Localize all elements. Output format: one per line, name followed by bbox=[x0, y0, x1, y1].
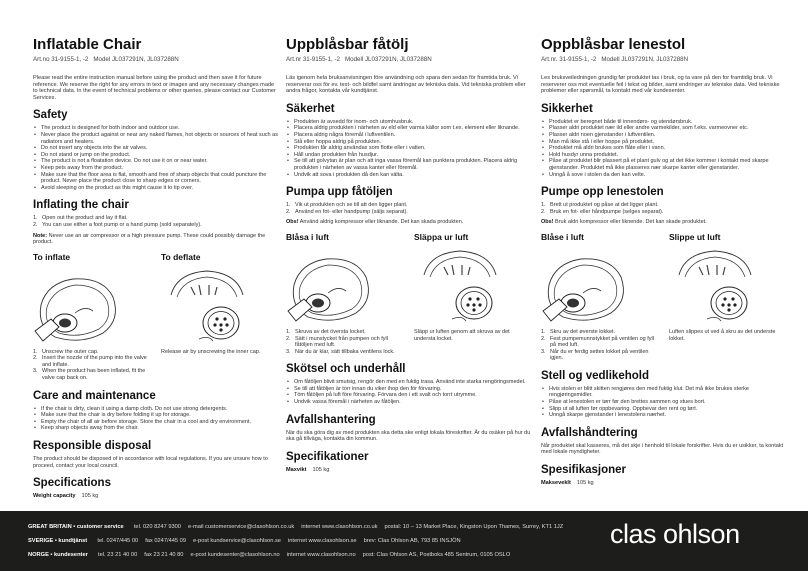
safety-list bbox=[541, 119, 787, 178]
list-item: 2. Insert the nozzle of the pump into the valve and inflate. bbox=[33, 355, 147, 368]
list-item: 1. Open out the product and lay it flat. bbox=[33, 215, 128, 222]
list-item: • The product is designed for both indoor and outdoor use. bbox=[33, 125, 279, 132]
list-item: 2. You can use either a foot pump or a hand pump (sold separately). bbox=[33, 221, 202, 228]
list-item: 2. Fest pumpemunnstykket på ventilen og fyll på med luft. bbox=[541, 335, 654, 349]
list-item: • Se till att golvytan är plan och att inga vassa föremål kan punktera produkten. Placera aldrig produkten i närheten av vassa kanter eller föremål. bbox=[286, 158, 532, 171]
list-item: • Produktet må aldri brukes som flåte eller i vann. bbox=[541, 145, 787, 152]
figure-inflate bbox=[541, 232, 659, 362]
list-item: • Placera aldrig några föremål i luftventilen. bbox=[286, 132, 532, 139]
inflate-list bbox=[33, 215, 279, 228]
intro-text: Läs igenom hela bruksanvisningen före användning och spara den sedan för framtida bruk. Vi reserverar oss för ev. text- och bildfel samt ändringar av tekniska data. Vid tekniska problem eller andra frågor, kontakta vår kundtjänst. bbox=[286, 75, 526, 95]
deflate-valve-illustration bbox=[161, 265, 251, 347]
list-item: • Produkten får aldrig användas som flotte eller i vatten. bbox=[286, 145, 532, 152]
list-item: • Unngå skarpe gjenstander i lenestolens nærhet. bbox=[541, 412, 787, 419]
article-number bbox=[286, 56, 532, 63]
note-text: Obs! Använd aldrig kompressor eller liknande. Det kan skada produkten. bbox=[286, 219, 464, 226]
list-item: 1. Unscrew the outer cap. bbox=[33, 348, 99, 355]
list-item: • Never place the product against or near any naked flames, hot objects or sources of heat such as radiators and heaters. bbox=[33, 132, 279, 145]
care-list bbox=[33, 406, 279, 432]
model-no: Modell JL037291N, JL037288N bbox=[345, 56, 432, 63]
safety-heading: Säkerhet bbox=[286, 102, 335, 115]
safety-list bbox=[33, 125, 279, 191]
column-swedish bbox=[286, 36, 532, 473]
article-number bbox=[541, 56, 787, 63]
figure-caption: Release air by unscrewing the inner cap. bbox=[161, 348, 261, 355]
brand-logo: clas ohlson bbox=[610, 519, 740, 549]
note-text: Note: Never use an air compressor or a high pressure pump. These could possibly damage the product. bbox=[33, 232, 266, 246]
disposal-heading: Avfallshantering bbox=[286, 413, 376, 426]
disposal-heading: Avfallshåndtering bbox=[541, 426, 638, 439]
note-text: Obs! Bruk aldri kompressor eller liknende. Det kan skade produktet. bbox=[541, 219, 707, 226]
figure-title: Blåsa i luft bbox=[286, 231, 329, 242]
list-item: 1. Brett ut produktet og påse at det ligger plant. bbox=[541, 202, 659, 209]
disposal-heading: Responsible disposal bbox=[33, 440, 152, 453]
spec-heading: Specifications bbox=[33, 477, 111, 490]
list-item: • If the chair is dirty, clean it using a damp cloth. Do not use strong detergents. bbox=[33, 406, 279, 413]
figure-deflate bbox=[161, 252, 279, 382]
care-list bbox=[286, 379, 532, 405]
inflate-valve-illustration bbox=[33, 265, 123, 347]
inflate-valve-illustration bbox=[541, 245, 631, 327]
footer-row-se: SVERIGE • kundtjänst tel. 0247/445 00 fax 0247/445 09 e-post kundservice@clasohlson.se internet www.clasohlson.se brev: Clas Ohlson AB, 793 85 INSJÖN bbox=[28, 538, 461, 544]
spec-heading: Spesifikasjoner bbox=[541, 464, 627, 477]
list-item: • Produktet er beregnet både til innendørs- og utendørsbruk. bbox=[541, 119, 787, 126]
figure-row bbox=[286, 232, 532, 355]
list-item: 1. Skruva av det översta locket. bbox=[286, 328, 366, 335]
figure-row bbox=[33, 252, 279, 382]
column-norwegian bbox=[541, 36, 787, 486]
figure-title: Släppa ur luft bbox=[414, 231, 469, 242]
list-item: • Om fåtöljen blivit smutsig, rengör den med en fuktig trasa. Använd inte starka rengöringsmedel. bbox=[286, 379, 532, 386]
figure-title: To deflate bbox=[161, 251, 201, 262]
spec-heading: Specifikationer bbox=[286, 450, 369, 463]
list-item: • Håll undan produkten från husdjur. bbox=[286, 152, 532, 159]
list-item: • Undvik vassa föremål i närheten av fåtöljen. bbox=[286, 399, 532, 406]
spec-row: Weight capacity 105 kg bbox=[33, 493, 99, 500]
figure-caption: Släpp ur luften genom att skruva av det understa locket. bbox=[414, 328, 510, 342]
footer bbox=[0, 511, 808, 571]
art-no: Art.nr. 31-9155-1, -2 bbox=[541, 56, 597, 63]
page-title: Uppblåsbar fåtölj bbox=[286, 36, 409, 53]
list-item: 3. När du är klar, sätt tillbaka ventilens lock. bbox=[286, 348, 395, 355]
inflate-heading: Pumpe opp lenestolen bbox=[541, 186, 664, 199]
list-item: 3. Når du er ferdig settes lokket på ventilen igjen. bbox=[541, 348, 649, 362]
list-item: • Plasser aldri produktet nær ild eller andre varmekilder, som f.eks. varmeovner etc. bbox=[541, 125, 787, 132]
list-item: • Plasser aldri noen gjenstander i luftventilen. bbox=[541, 132, 787, 139]
intro-text: Les bruksveiledningen grundig før produktet tas i bruk, og ta vare på den for framtidig bruk. Vi reserverer oss mot eventuelle feil i tekst og bilder, samt endringer av tekniske data. Ved tekniske problemer eller spørsmål, ta kontakt med vår kundesenter. bbox=[541, 75, 780, 95]
list-item: 2. Använd en fot- eller handpump (säljs separat). bbox=[286, 208, 408, 215]
page-title: Inflatable Chair bbox=[33, 36, 142, 53]
spec-row: Makseveklt 105 kg bbox=[541, 480, 594, 487]
deflate-valve-illustration bbox=[669, 245, 759, 327]
article-number bbox=[33, 56, 279, 63]
figure-title: Blåse i luft bbox=[541, 231, 584, 242]
care-heading: Stell og vedlikehold bbox=[541, 369, 649, 382]
model-no: Modell JL037291N, JL037288N bbox=[601, 56, 689, 63]
care-heading: Skötsel och underhåll bbox=[286, 363, 406, 376]
art-no: Art.nr 31-9155-1, -2 bbox=[286, 56, 340, 63]
list-item: 3. When the product has been inflated, fit the valve cap back on. bbox=[33, 368, 146, 382]
list-item: • Make sure that the floor area is flat, smooth and free of sharp objects that could puncture the product. Never place the product close to sharp edges or corners. bbox=[33, 172, 279, 185]
list-item: • Påse at produktet blir plassert på et plant gulv og at det ikke kommer i kontakt med skarpe gjenstander. Produktet må ikke plasseres nær skarpe kanter eller gjenstander. bbox=[541, 158, 787, 171]
list-item: 1. Vik ut produkten och se till att den ligger plant. bbox=[286, 202, 408, 209]
list-item: • Unngå å sove i stolen da den kan velte. bbox=[541, 172, 787, 179]
list-item: • The product is not a floatation device. Do not use it on or near water. bbox=[33, 158, 279, 165]
list-item: • Stå eller hoppa aldrig på produkten. bbox=[286, 139, 532, 146]
intro-text: Please read the entire instruction manual before using the product and then save it for future reference. We reserve the right for any errors in text or images and any necessary changes made to technical data. In the event of technical problems or other queries, please contact our Customer Services. bbox=[33, 75, 276, 101]
list-item: • Do not insert any objects into the air valves. bbox=[33, 145, 279, 152]
inflate-heading: Pumpa upp fåtöljen bbox=[286, 186, 393, 199]
safety-heading: Safety bbox=[33, 109, 68, 122]
spec-row: Maxvikt 105 kg bbox=[286, 466, 330, 473]
page-title: Oppblåsbar lenestol bbox=[541, 36, 686, 53]
figure-inflate bbox=[33, 252, 151, 382]
figure-title: To inflate bbox=[33, 251, 71, 262]
list-item: 2. Bruk en fot- eller håndpumpe (selges separat). bbox=[541, 208, 664, 215]
list-item: • Make sure that the chair is dry before folding it up for storage. bbox=[33, 412, 279, 419]
care-heading: Care and maintenance bbox=[33, 389, 156, 402]
list-item: • Hvis stolen er blitt skitten rengjøres den med fuktig klut. Det må ikke brukes sterke rengjøringsmidler. bbox=[541, 386, 787, 399]
column-english bbox=[33, 36, 279, 499]
list-item: • Man må ikke stå i eller hoppe på produktet. bbox=[541, 139, 787, 146]
figure-caption: Luften slippes ut ved å skru av det underste lokket. bbox=[669, 328, 776, 342]
figure-inflate bbox=[286, 232, 404, 355]
disposal-text: The product should be disposed of in accordance with local regulations. If you are unsure how to proceed, contact your local council. bbox=[33, 456, 268, 469]
care-list bbox=[541, 386, 787, 419]
list-item: • Töm fåtöljen på luft före förvaring. Förvara den i ett svalt och torrt utrymme. bbox=[286, 392, 532, 399]
list-item: • Keep pets away from the product. bbox=[33, 165, 279, 172]
model-no: Model JL037291N, JL037288N bbox=[93, 56, 179, 63]
inflate-list bbox=[541, 202, 787, 215]
list-item: • Slipp ut all luften før oppbevaring. Oppbevar den rent og tørt. bbox=[541, 406, 787, 413]
list-item: • Produkten är avsedd för inom- och utomhusbruk. bbox=[286, 119, 532, 126]
list-item: 1. Skru av det øverste lokket. bbox=[541, 328, 616, 335]
footer-row-no: NORGE • kundesenter tel. 23 21 40 00 fax 23 21 40 80 e-post kundesenter@clasohlson.no internet www.clasohlson.no post: Clas Ohlson AS, Postboks 485 Sentrum, 0105 OSLO bbox=[28, 552, 511, 558]
list-item: • Påse at lenestolen er tørr før den brettes sammen og stues bort. bbox=[541, 399, 787, 406]
list-item: • Undvik att sova i produkten då den kan välta. bbox=[286, 172, 532, 179]
list-item: • Avoid sleeping on the product as this might cause it to tip over. bbox=[33, 185, 279, 192]
figure-deflate bbox=[669, 232, 787, 362]
list-item: 2. Sätt i munstycket från pumpen och fyll fåtöljen med luft. bbox=[286, 335, 388, 349]
footer-row-gb: GREAT BRITAIN • customer service tel. 020 8247 9300 e-mail customerservice@clasohlson.co.uk internet www.clasohlson.co.uk postal: 10 – 13 Market Place, Kingston Upon Thames, Surrey, KT1 1JZ bbox=[28, 524, 564, 530]
list-item: • Se till att fåtöljen är torr innan du viker ihop den för förvaring. bbox=[286, 386, 532, 393]
figure-row bbox=[541, 232, 787, 362]
list-item: • Placera aldrig produkten i närheten av eld eller varma källor som t.ex. element eller liknande. bbox=[286, 125, 532, 132]
safety-heading: Sikkerhet bbox=[541, 102, 593, 115]
inflate-heading: Inflating the chair bbox=[33, 199, 129, 212]
list-item: • Do not stand or jump on the product. bbox=[33, 152, 279, 159]
disposal-text: När du ska göra dig av med produkten ska detta ske enligt lokala föreskrifter. Är du osäker på hur du ska gå tillväga, kontakta din kommun. bbox=[286, 429, 531, 443]
disposal-text: Når produktet skal kasseres, må det skje i henhold til lokale forskrifter. Hvis du er usikker, ta kontakt med lokale myndigheter. bbox=[541, 442, 784, 456]
inflate-valve-illustration bbox=[286, 245, 376, 327]
figure-deflate bbox=[414, 232, 532, 355]
figure-title: Slippe ut luft bbox=[669, 231, 721, 242]
safety-list bbox=[286, 119, 532, 178]
inflate-list bbox=[286, 202, 532, 215]
list-item: • Empty the chair of all air before storage. Store the chair in a cool and dry environment. bbox=[33, 419, 279, 426]
list-item: • Keep sharp objects away from the chair. bbox=[33, 425, 279, 432]
deflate-valve-illustration bbox=[414, 245, 504, 327]
list-item: • Hold husdyr unna produktet. bbox=[541, 152, 787, 159]
art-no: Art.no 31-9155-1, -2 bbox=[33, 56, 89, 63]
